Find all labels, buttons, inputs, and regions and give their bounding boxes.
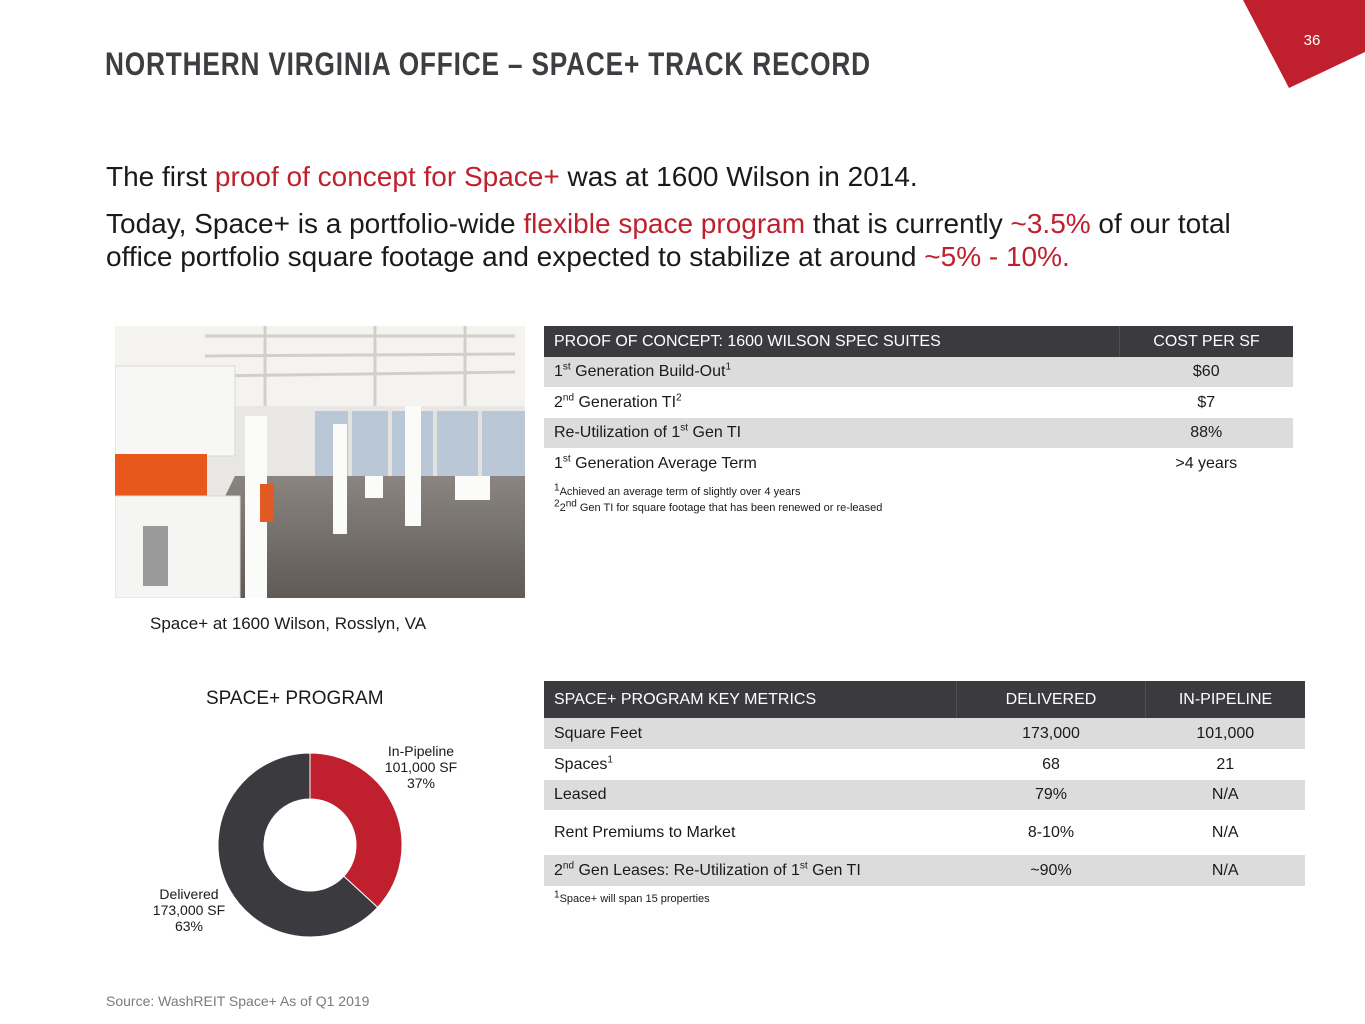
delivered-value: 8-10% [1027, 823, 1075, 841]
row-value: $60 [1120, 357, 1294, 387]
intro-text: Today, Space+ is a portfolio-wide [106, 208, 524, 239]
pipeline-value: 101,000 [1146, 718, 1306, 749]
slice-label-percent: 63% [174, 918, 204, 934]
page-title: NORTHERN VIRGINIA OFFICE – SPACE+ TRACK RECORD [105, 46, 871, 82]
intro-text: that is currently [805, 208, 1011, 239]
slice-label-value: 101,000 SF [384, 759, 458, 775]
pipeline-value: 21 [1216, 755, 1235, 773]
row-value: 88% [1120, 418, 1294, 448]
delivered-value: 79% [957, 780, 1146, 810]
row-label: Square Feet [544, 718, 957, 749]
intro-line-1 [106, 160, 918, 193]
table-row [544, 749, 1305, 780]
table-row [544, 387, 1293, 418]
row-label: 2nd Generation $TI^2$ [554, 392, 682, 411]
intro-highlight: proof of concept for Space+ [214, 161, 560, 192]
table-header-row [544, 326, 1293, 357]
intro-text: The first [106, 161, 215, 192]
delivered-slice-label [140, 886, 238, 934]
row-value: $7 [1197, 393, 1216, 411]
row-label: 2nd Gen Leases: Re-Utilization of 1st Gen TI [544, 855, 957, 886]
row-label: Re-Utilization of 1st Gen TI [544, 418, 1120, 448]
row-label: 1st Generation Build-Out$^1$ [544, 357, 1120, 387]
source-note: Source: WashREIT Space+ As of Q1 2019 [106, 993, 370, 1009]
office-photo [115, 326, 525, 598]
table-row [544, 780, 1305, 810]
row-label: Spaces$^1$ [554, 754, 613, 773]
table-header-row [544, 681, 1305, 718]
table-row [544, 718, 1305, 749]
row-label: Leased [544, 780, 957, 810]
intro-text: of our total office portfolio square footage and expected to stabilize at around [106, 208, 1231, 272]
row-label: Rent Premiums to Market [554, 823, 736, 841]
row-label: 1st Generation Average Term [554, 453, 757, 472]
column-header: PROOF OF CONCEPT: 1600 WILSON SPEC SUITES [544, 326, 1120, 357]
column-header: COST PER SF [1120, 326, 1294, 357]
key-metrics-table [544, 681, 1305, 886]
table-row [544, 810, 1305, 855]
proof-of-concept-table [544, 326, 1293, 479]
photo-caption: Space+ at 1600 Wilson, Rosslyn, VA [150, 614, 427, 633]
column-header: DELIVERED [957, 681, 1146, 718]
intro-line-2 [106, 207, 1286, 273]
slice-label-percent: 37% [406, 775, 436, 791]
table-row [544, 418, 1293, 448]
footnote: $^2$2nd Gen TI for square footage that has been renewed or re-leased [554, 498, 883, 514]
table-row [544, 855, 1305, 886]
pipeline-value: N/A [1146, 855, 1306, 886]
pipeline-slice-label [376, 743, 466, 791]
footnote: $^1$Achieved an average term of slightly over 4 years [554, 482, 801, 498]
delivered-value: 173,000 [957, 718, 1146, 749]
table-row [544, 357, 1293, 387]
pipeline-value: N/A [1211, 823, 1239, 841]
delivered-value: ~90% [957, 855, 1146, 886]
intro-highlight: ~5% - 10%. [924, 241, 1070, 272]
column-header: IN-PIPELINE [1146, 681, 1306, 718]
slice-label-name: In-Pipeline [387, 743, 455, 759]
intro-text: was at 1600 Wilson in 2014. [559, 161, 918, 192]
page-number: 36 [1303, 32, 1321, 49]
footnote: $^1$Space+ will span 15 properties [554, 889, 710, 905]
delivered-value: 68 [1042, 755, 1060, 773]
table-row [544, 448, 1293, 479]
slice-label-name: Delivered [159, 886, 219, 902]
intro-highlight: flexible space program [523, 208, 806, 239]
column-header: SPACE+ PROGRAM KEY METRICS [544, 681, 957, 718]
slice-label-value: 173,000 SF [152, 902, 226, 918]
row-value: >4 years [1175, 454, 1238, 472]
pipeline-value: N/A [1146, 780, 1306, 810]
intro-highlight: ~3.5% [1010, 208, 1091, 239]
donut-chart-title: SPACE+ PROGRAM [206, 688, 384, 709]
